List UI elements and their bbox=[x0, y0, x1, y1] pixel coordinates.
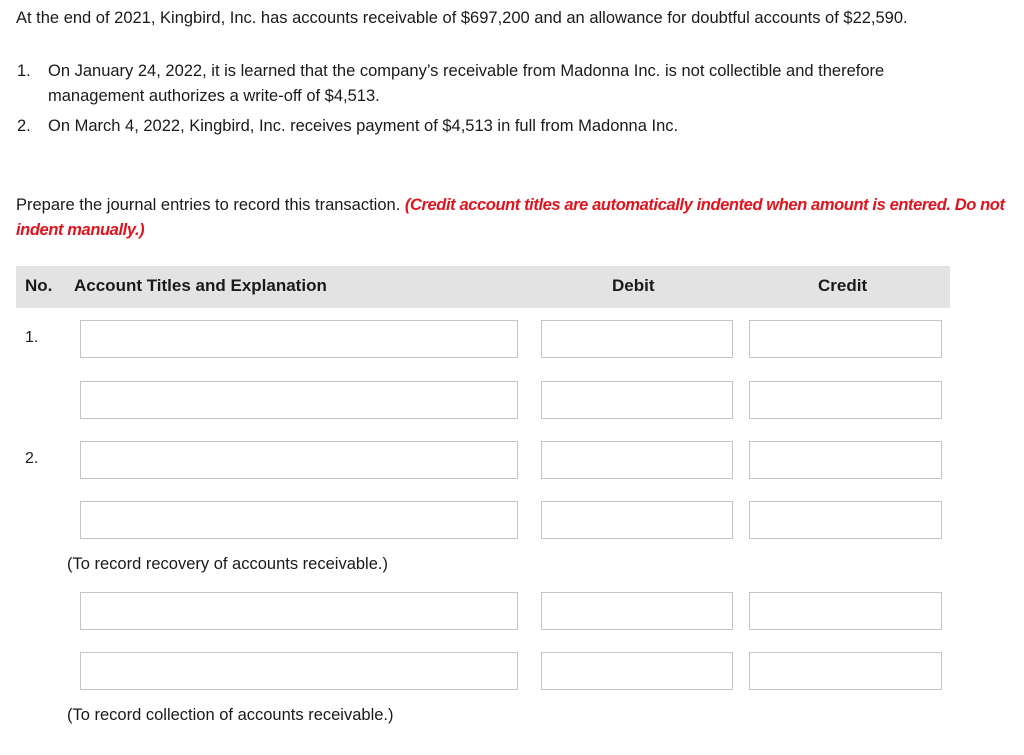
credit-amount-input[interactable] bbox=[749, 441, 942, 479]
account-title-input[interactable] bbox=[80, 592, 518, 630]
account-title-input[interactable] bbox=[80, 441, 518, 479]
problem-item-2 bbox=[17, 114, 678, 139]
header-debit: Debit bbox=[612, 276, 655, 295]
instructions bbox=[16, 193, 1016, 243]
problem-item-line: management authorizes a write-off of $4,513. bbox=[48, 87, 380, 105]
problem-item-text bbox=[48, 59, 884, 109]
entry-number-2: 2. bbox=[25, 450, 39, 467]
account-title-input[interactable] bbox=[80, 320, 518, 358]
problem-item-1 bbox=[17, 59, 884, 109]
account-title-input[interactable] bbox=[80, 501, 518, 539]
credit-amount-input[interactable] bbox=[749, 652, 942, 690]
debit-amount-input[interactable] bbox=[541, 381, 733, 419]
problem-item-number: 1. bbox=[17, 62, 31, 80]
problem-item-line: On January 24, 2022, it is learned that the company’s receivable from Madonna Inc. is not collectible and therefore bbox=[48, 62, 885, 80]
credit-amount-input[interactable] bbox=[749, 381, 942, 419]
credit-amount-input[interactable] bbox=[749, 501, 942, 539]
header-no: No. bbox=[25, 276, 53, 295]
debit-amount-input[interactable] bbox=[541, 592, 733, 630]
debit-amount-input[interactable] bbox=[541, 441, 733, 479]
header-credit: Credit bbox=[818, 276, 868, 295]
debit-amount-input[interactable] bbox=[541, 652, 733, 690]
problem-item-text: On March 4, 2022, Kingbird, Inc. receives payment of $4,513 in full from Madonna Inc. bbox=[48, 117, 679, 135]
credit-amount-input[interactable] bbox=[749, 320, 942, 358]
problem-item-number: 2. bbox=[17, 117, 31, 135]
credit-amount-input[interactable] bbox=[749, 592, 942, 630]
problem-intro: At the end of 2021, Kingbird, Inc. has accounts receivable of $697,200 and an allowance for doubtful accounts of $22,590. bbox=[16, 9, 908, 27]
account-title-input[interactable] bbox=[80, 652, 518, 690]
instructions-text: Prepare the journal entries to record this transaction. bbox=[16, 196, 401, 214]
instructions-note: (Credit account titles are automatically indented when amount is entered. Do not indent manually.) bbox=[16, 196, 1005, 239]
header-account-titles: Account Titles and Explanation bbox=[74, 276, 327, 295]
debit-amount-input[interactable] bbox=[541, 320, 733, 358]
entry-number-1: 1. bbox=[25, 329, 39, 346]
explanation-recovery: (To record recovery of accounts receivable.) bbox=[67, 555, 388, 573]
explanation-collection: (To record collection of accounts receivable.) bbox=[67, 706, 394, 724]
debit-amount-input[interactable] bbox=[541, 501, 733, 539]
account-title-input[interactable] bbox=[80, 381, 518, 419]
